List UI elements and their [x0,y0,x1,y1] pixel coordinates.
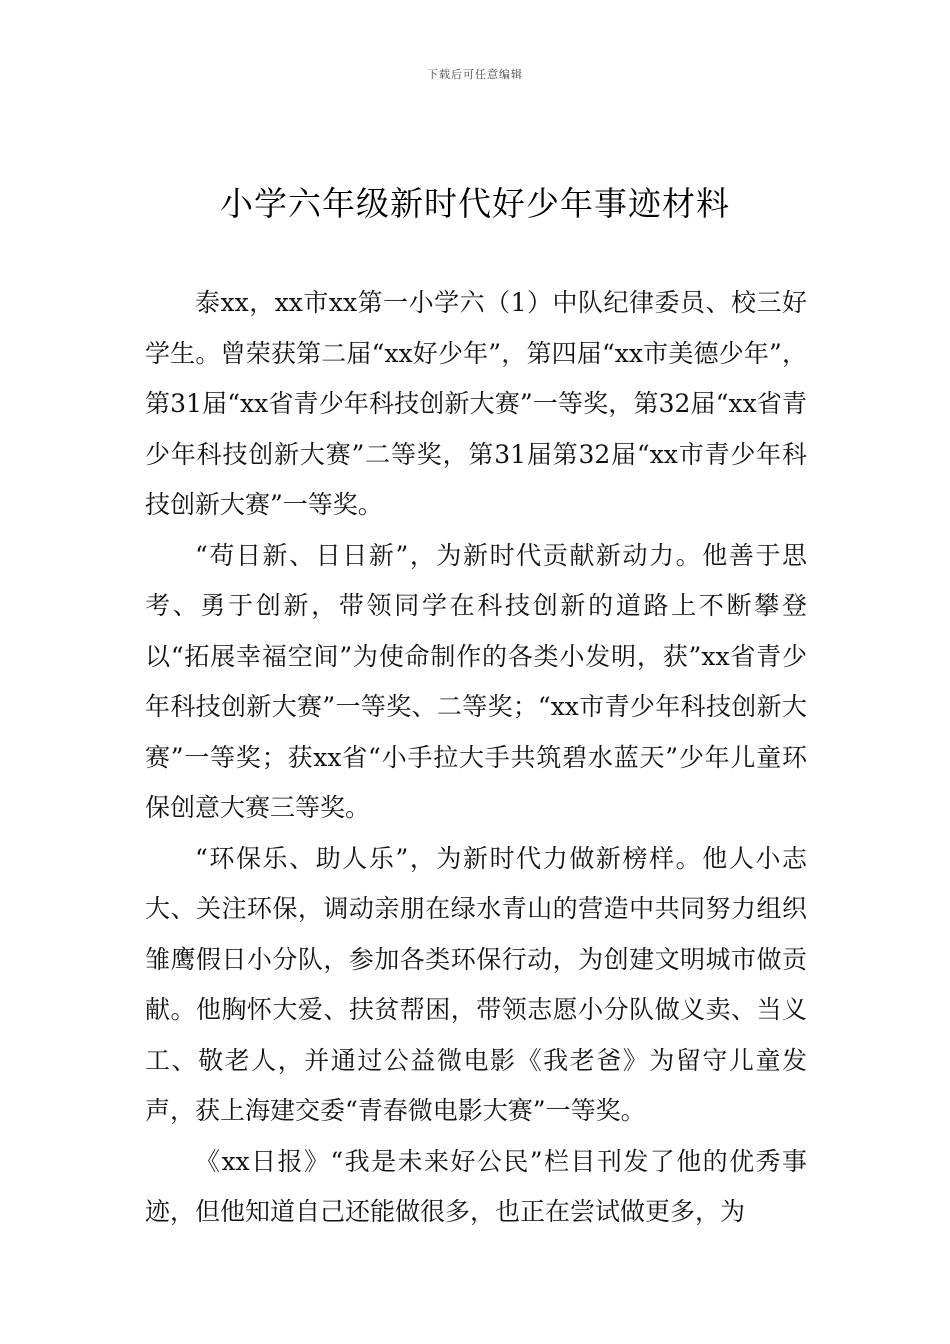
header-note: 下载后可任意编辑 [427,68,523,81]
document-title: 小学六年级新时代好少年事迹材料 [220,184,730,223]
paragraph-intro: 泰xx，xx市xx第一小学六（1）中队纪律委员、校三好学生。曾荣获第二届“xx好少年”，第四届“xx市美德少年”，第31届“xx省青少年科技创新大赛”一等奖，第32届“xx省青少年科技创新大赛”二等奖，第31届第32届“xx市青少年科技创新大赛”一等奖。 [145,288,807,519]
paragraph-environment: “环保乐、助人乐”，为新时代力做新榜样。他人小志大、关注环保，调动亲朋在绿水青山的营造中共同努力组织雏鹰假日小分队，参加各类环保行动，为创建文明城市做贡献。他胸怀大爱、扶贫帮困，带领志愿小分队做义卖、当义工、敬老人，并通过公益微电影《我老爸》为留守儿童发声，获上海建交委“青春微电影大赛”一等奖。 [145,843,807,1125]
paragraph-innovation: “苟日新、日日新”，为新时代贡献新动力。他善于思考、勇于创新，带领同学在科技创新的道路上不断攀登以“拓展幸福空间”为使命制作的各类小发明，获”xx省青少年科技创新大赛”一等奖、二等奖；“xx市青少年科技创新大赛”一等奖；获xx省“小手拉大手共筑碧水蓝天”少年儿童环保创意大赛三等奖。 [145,540,807,822]
paragraph-newspaper: 《xx日报》“我是未来好公民”栏目刊发了他的优秀事迹，但他知道自己还能做很多，也正在尝试做更多，为 [145,1146,807,1226]
document-body [145,278,807,1238]
